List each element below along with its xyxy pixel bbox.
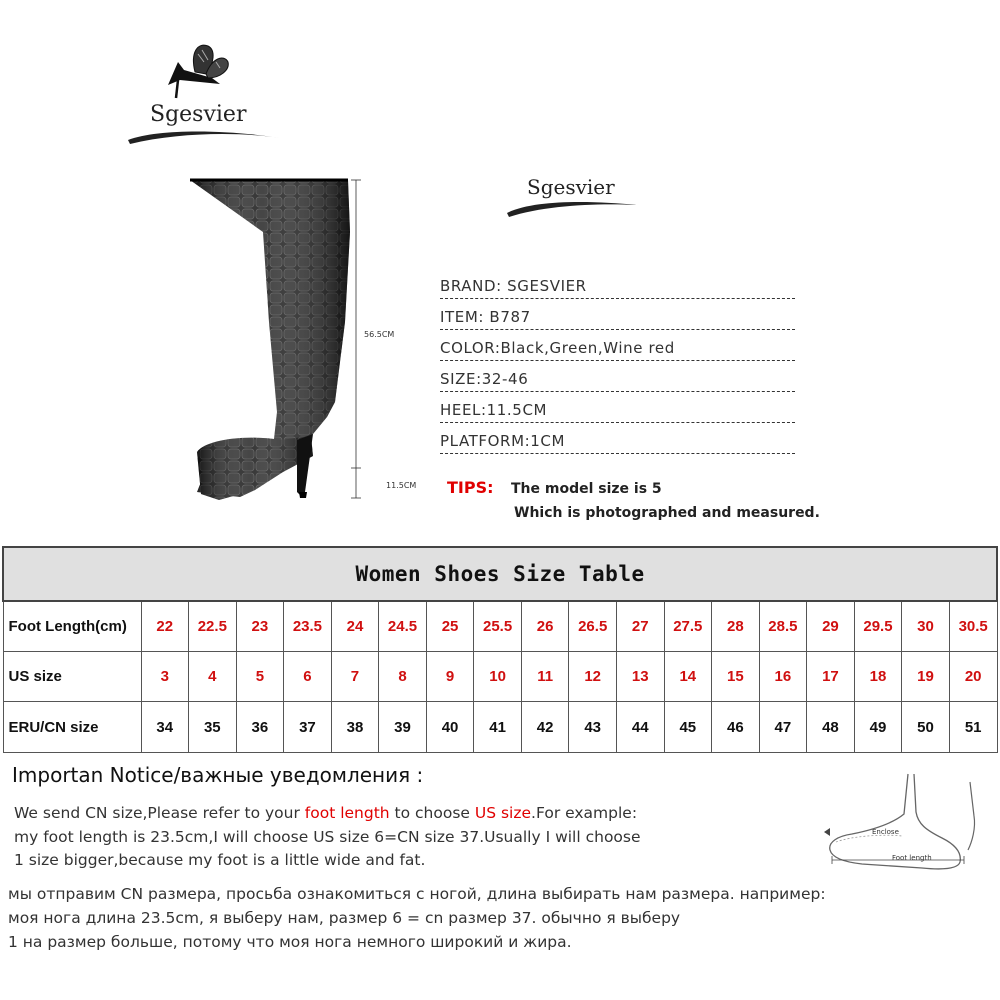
size-cell: 22 <box>141 601 189 652</box>
size-cell: 13 <box>616 652 664 702</box>
butterfly-heel-icon <box>120 40 290 155</box>
size-cell: 29.5 <box>854 601 902 652</box>
foot-length-highlight: foot length <box>304 804 390 822</box>
size-cell: 23.5 <box>284 601 332 652</box>
spec-platform: PLATFORM:1CM <box>440 423 795 454</box>
row-label: Foot Length(cm) <box>3 601 141 652</box>
size-cell: 12 <box>569 652 617 702</box>
ru-notice-line-1: мы отправим CN размера, просьба ознакомиться с ногой, длина выбирать нам размера. например: <box>8 885 826 903</box>
table-row <box>3 601 997 652</box>
size-cell: 45 <box>664 702 712 753</box>
size-cell: 36 <box>236 702 284 753</box>
size-cell: 38 <box>331 702 379 753</box>
en-notice-line-1: We send CN size,Please refer to your foot length to choose US size.For example: <box>14 804 638 822</box>
spec-brand: BRAND: SGESVIER <box>440 268 795 299</box>
size-cell: 24.5 <box>379 601 427 652</box>
english-notice <box>14 802 641 873</box>
size-cell: 5 <box>236 652 284 702</box>
foot-outline-icon <box>822 772 992 882</box>
size-table-title: Women Shoes Size Table <box>355 562 645 586</box>
dimension-line <box>350 178 362 500</box>
size-cell: 24 <box>331 601 379 652</box>
size-cell: 28.5 <box>759 601 807 652</box>
size-cell: 20 <box>949 652 997 702</box>
size-cell: 10 <box>474 652 522 702</box>
notice-title: Importan Notice/важные уведомления : <box>12 763 424 787</box>
size-cell: 3 <box>141 652 189 702</box>
spec-color: COLOR:Black,Green,Wine red <box>440 330 795 361</box>
size-cell: 42 <box>521 702 569 753</box>
size-cell: 49 <box>854 702 902 753</box>
size-cell: 7 <box>331 652 379 702</box>
en-notice-line-3: 1 size bigger,because my foot is a little wide and fat. <box>14 851 426 869</box>
table-row <box>3 702 997 753</box>
en-notice-line-2: my foot length is 23.5cm,I will choose US size 6=CN size 37.Usually I will choose <box>14 827 641 846</box>
russian-notice <box>8 882 826 954</box>
size-cell: 30.5 <box>949 601 997 652</box>
size-cell: 25.5 <box>474 601 522 652</box>
size-cell: 17 <box>807 652 855 702</box>
size-cell: 48 <box>807 702 855 753</box>
size-cell: 22.5 <box>189 601 237 652</box>
size-cell: 46 <box>712 702 760 753</box>
ru-notice-line-3: 1 на размер больше, потому что моя нога немного широкий и жира. <box>8 933 572 951</box>
tips <box>447 478 820 521</box>
size-cell: 51 <box>949 702 997 753</box>
size-cell: 50 <box>902 702 950 753</box>
row-label: ERU/CN size <box>3 702 141 753</box>
size-cell: 27.5 <box>664 601 712 652</box>
size-cell: 8 <box>379 652 427 702</box>
size-cell: 35 <box>189 702 237 753</box>
size-cell: 47 <box>759 702 807 753</box>
spec-list <box>440 268 795 454</box>
size-table-title-cell <box>3 547 997 601</box>
foot-length-label: Foot length <box>892 854 932 862</box>
size-cell: 15 <box>712 652 760 702</box>
size-cell: 43 <box>569 702 617 753</box>
size-cell: 28 <box>712 601 760 652</box>
size-cell: 16 <box>759 652 807 702</box>
size-cell: 9 <box>426 652 474 702</box>
brand-logo-small <box>505 165 640 220</box>
size-cell: 11 <box>521 652 569 702</box>
spec-heel: HEEL:11.5CM <box>440 392 795 423</box>
spec-item: ITEM: B787 <box>440 299 795 330</box>
brand-logo <box>120 40 290 155</box>
size-cell: 27 <box>616 601 664 652</box>
size-cell: 39 <box>379 702 427 753</box>
size-cell: 25 <box>426 601 474 652</box>
size-cell: 26.5 <box>569 601 617 652</box>
size-cell: 4 <box>189 652 237 702</box>
size-cell: 30 <box>902 601 950 652</box>
size-cell: 41 <box>474 702 522 753</box>
tips-label: TIPS: <box>447 478 494 497</box>
size-table <box>2 546 998 753</box>
tips-line-2: Which is photographed and measured. <box>514 505 820 521</box>
foot-measure-diagram <box>822 772 992 882</box>
tips-line-1: The model size is 5 <box>511 481 662 497</box>
size-cell: 19 <box>902 652 950 702</box>
shaft-height-label: 56.5CM <box>364 330 395 339</box>
size-cell: 44 <box>616 702 664 753</box>
us-size-highlight: US size <box>474 804 532 822</box>
size-cell: 26 <box>521 601 569 652</box>
size-cell: 40 <box>426 702 474 753</box>
size-cell: 18 <box>854 652 902 702</box>
size-cell: 34 <box>141 702 189 753</box>
brand-logo-text: Sgesvier <box>150 102 247 127</box>
size-cell: 23 <box>236 601 284 652</box>
size-cell: 6 <box>284 652 332 702</box>
spec-size: SIZE:32-46 <box>440 361 795 392</box>
size-cell: 14 <box>664 652 712 702</box>
enclose-label: Enclose <box>872 828 899 836</box>
row-label: US size <box>3 652 141 702</box>
size-cell: 37 <box>284 702 332 753</box>
ru-notice-line-2: моя нога длина 23.5cm, я выберу нам, размер 6 = cn размер 37. обычно я выберу <box>8 909 681 927</box>
brand-logo-small-text: Sgesvier <box>527 175 615 199</box>
table-row <box>3 652 997 702</box>
heel-height-label: 11.5CM <box>386 481 417 490</box>
boot-image <box>185 172 355 512</box>
size-cell: 29 <box>807 601 855 652</box>
